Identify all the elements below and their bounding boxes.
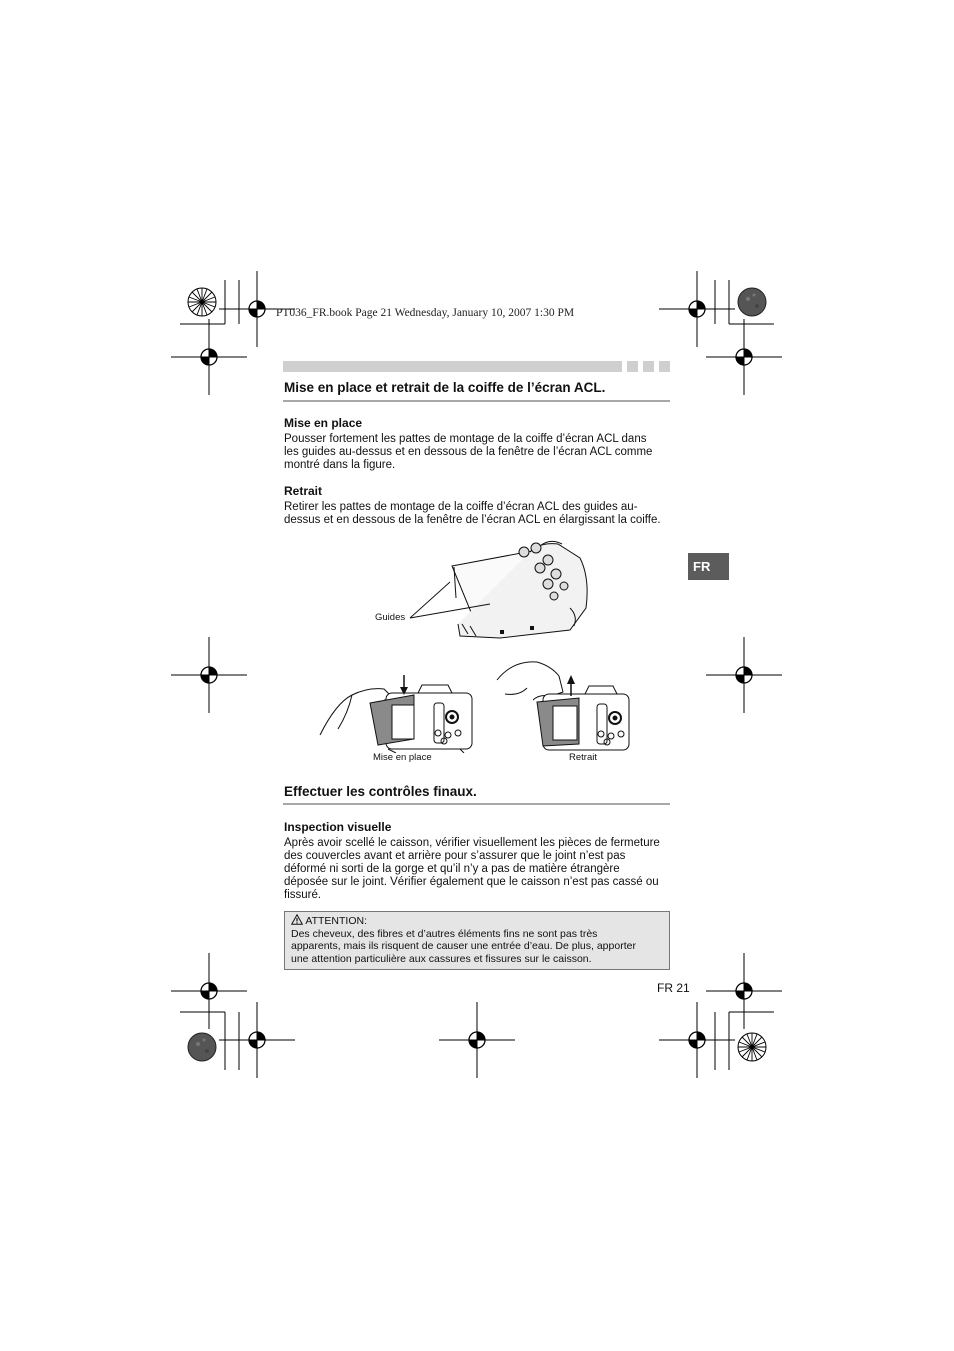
hood-install-illustration: [318, 673, 478, 753]
text-line: les guides au-dessus et en dessous de la fenêtre de l’écran ACL comme: [284, 446, 653, 458]
guides-pointer: [406, 580, 496, 625]
section-bar-square: [643, 361, 654, 372]
section-bar-square: [659, 361, 670, 372]
caption-mise-en-place: Mise en place: [373, 752, 432, 763]
text-line: fissuré.: [284, 889, 322, 901]
section-title-final-checks: Effectuer les contrôles finaux.: [284, 784, 477, 799]
attention-header: [291, 914, 664, 928]
subheading-retrait: Retrait: [284, 484, 323, 498]
text-line: Des cheveux, des fibres et d’autres éléments fins ne sont pas très: [291, 927, 598, 940]
text-line: Retirer les pattes de montage de la coiffe d’écran ACL des guides au-: [284, 501, 638, 513]
section-rule: [283, 803, 670, 805]
caption-retrait: Retrait: [569, 752, 597, 763]
page-number: FR 21: [657, 981, 690, 995]
paragraph-inspection: [284, 837, 674, 902]
section-bar-square: [627, 361, 638, 372]
text-line: Après avoir scellé le caisson, vérifier visuellement les pièces de fermeture: [284, 837, 660, 849]
section-rule: [283, 400, 670, 402]
paragraph-mise-en-place: [284, 433, 674, 472]
text-line: déformé ni sorti de la gorge et qu’il n’y a pas de matière étrangère: [284, 863, 620, 875]
text-line: une attention particulière aux cassures et fissures sur le caisson.: [291, 952, 592, 965]
attention-box: [284, 911, 670, 970]
paragraph-retrait: [284, 501, 674, 527]
caption-guides: Guides: [375, 612, 406, 623]
section-title-acl-hood: Mise en place et retrait de la coiffe de l’écran ACL.: [284, 380, 606, 395]
text-line: montré dans la figure.: [284, 459, 396, 471]
subheading-mise-en-place: Mise en place: [284, 416, 363, 430]
text-line: déposée sur le joint. Vérifier également que le caisson n’est pas cassé ou: [284, 876, 659, 888]
subheading-inspection-visuelle: Inspection visuelle: [284, 820, 392, 834]
text-line: dessus et en dessous de la fenêtre de l’écran ACL en élargissant la coiffe.: [284, 514, 661, 526]
attention-label: ATTENTION:: [305, 915, 367, 927]
text-line: apparents, mais ils risquent de causer une entrée d’eau. De plus, apporter: [291, 940, 636, 952]
text-line: des couvercles avant et arrière pour s’assurer que le joint n’est pas: [284, 850, 626, 862]
warning-icon: [291, 914, 303, 925]
text-line: Pousser fortement les pattes de montage de la coiffe d’écran ACL dans: [284, 433, 647, 445]
language-tab: FR: [688, 553, 729, 580]
print-header: PT036_FR.book Page 21 Wednesday, January 10, 2007 1:30 PM: [276, 307, 575, 319]
hood-removal-illustration: [493, 660, 638, 753]
section-bar: [283, 361, 622, 372]
